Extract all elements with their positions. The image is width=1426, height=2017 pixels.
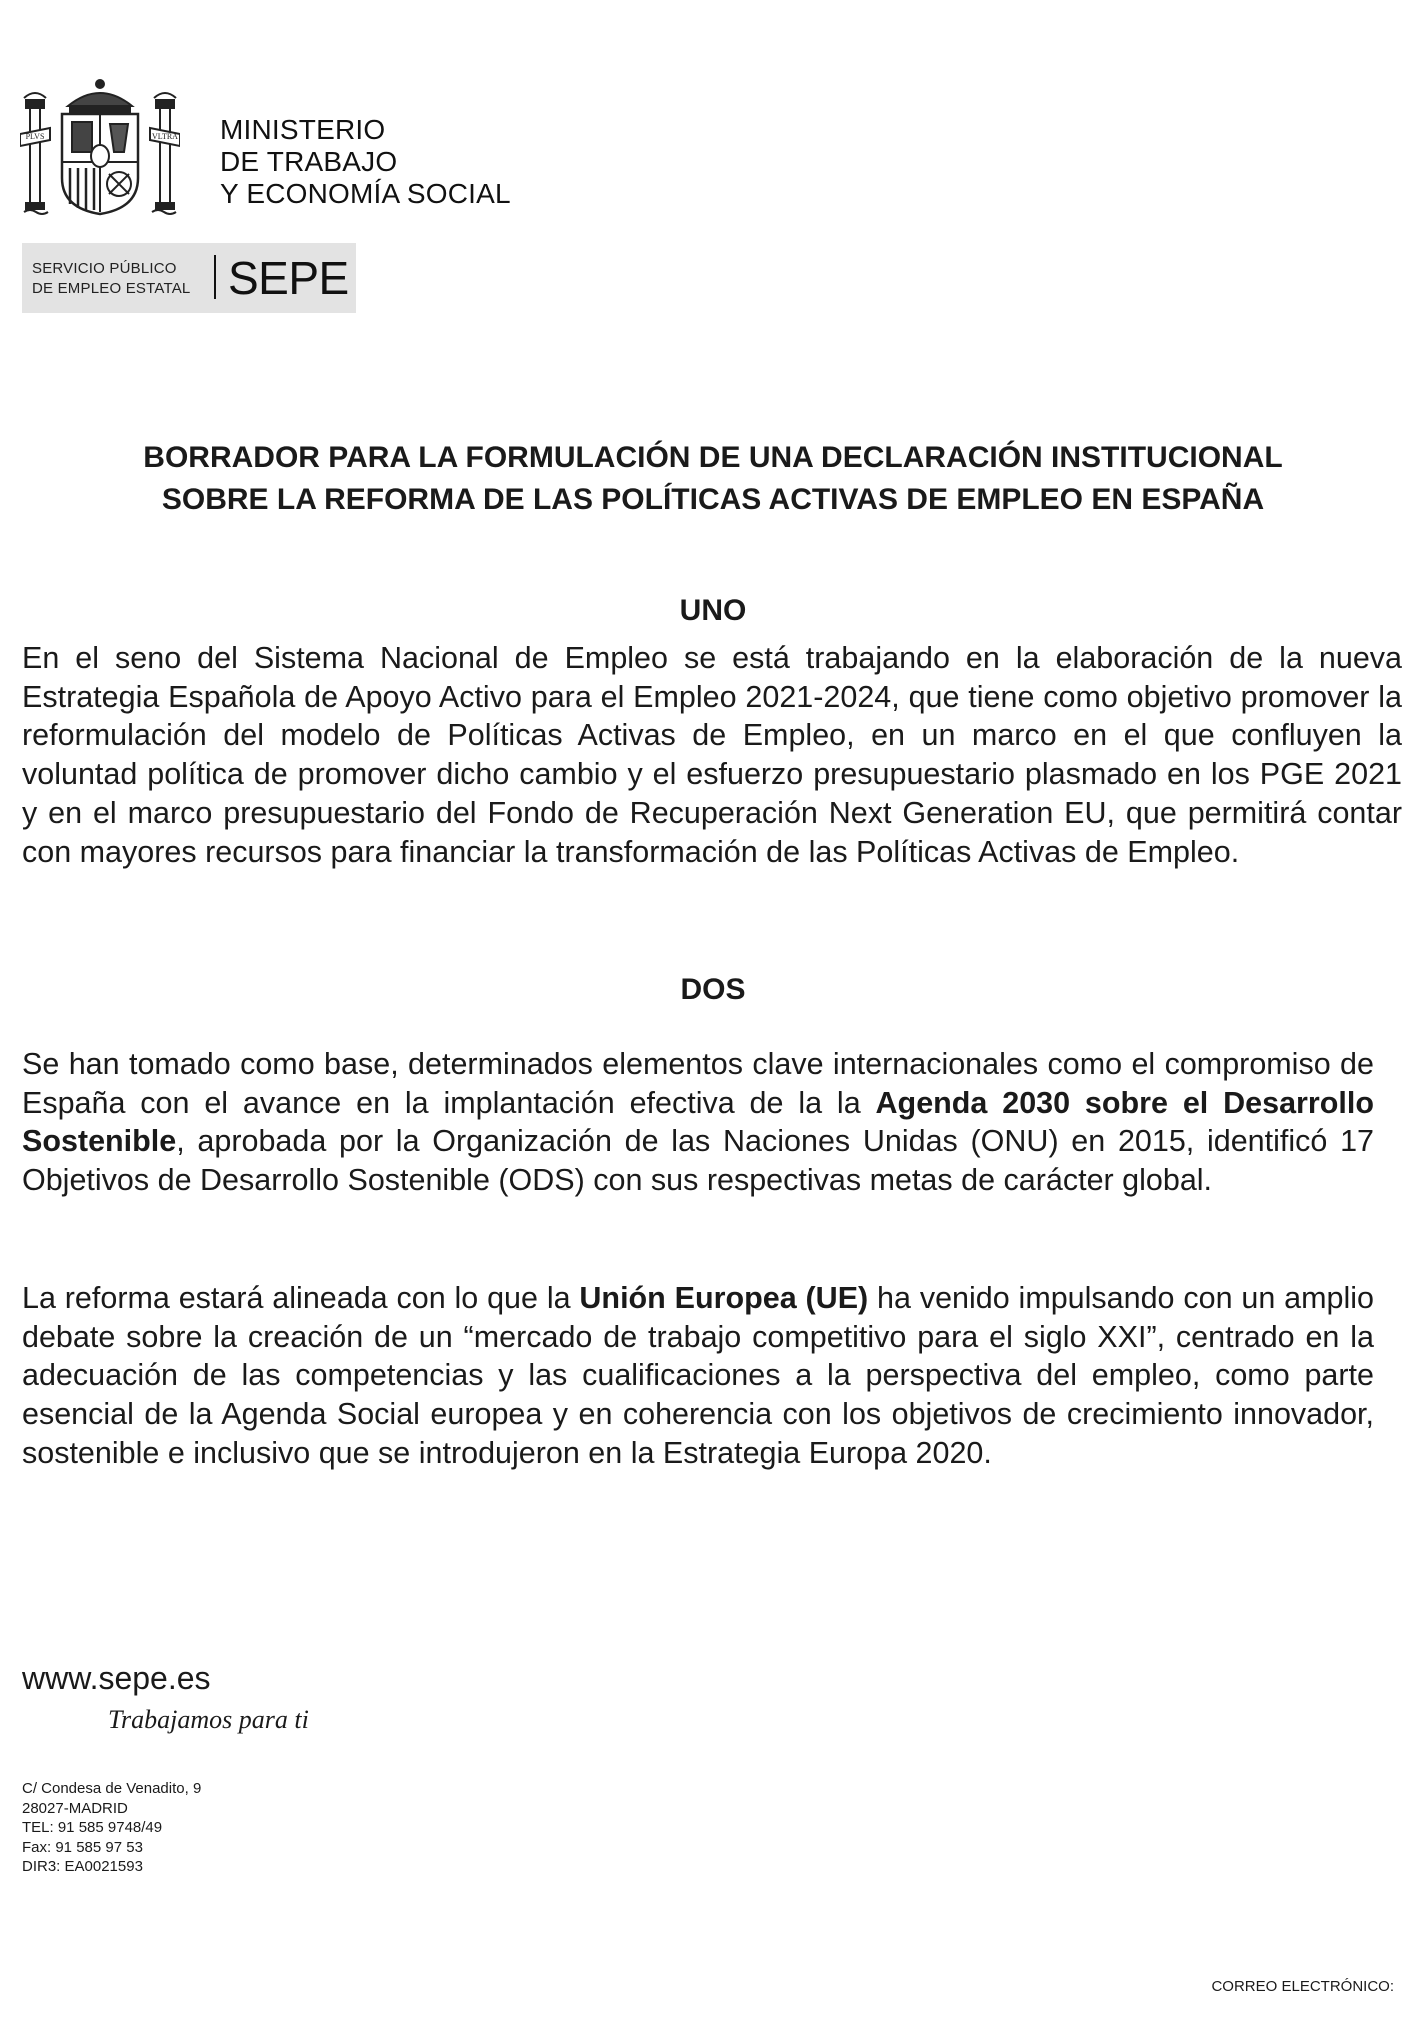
coat-of-arms-icon — [20, 78, 180, 218]
ministry-line: DE TRABAJO — [220, 146, 398, 177]
motto-right: VLTRA — [152, 132, 178, 141]
address-line: C/ Condesa de Venadito, 9 — [22, 1780, 202, 1797]
section-dos-paragraph-1 — [22, 1045, 1374, 1200]
document-title — [20, 437, 1406, 521]
bold-text-run: Agenda 2030 sobre el Desarrollo Sostenible — [22, 1085, 1374, 1159]
address-line: 28027-MADRID — [22, 1799, 128, 1817]
section-heading-uno: UNO — [679, 594, 747, 627]
section-uno-paragraph: En el seno del Sistema Nacional de Empleo se está trabajando en la elaboración de la nueva Estrategia Española de Apoyo Activo para el Empleo 2021-2024, que tiene como objetivo promover la reformulación del modelo de Políticas Activas de Empleo, en un marco en el que confluyen la voluntad política de promover dicho cambio y el esfuerzo presupuestario plasmado en los PGE 2021 y en el marco presupuestario del Fondo de Recuperación Next Generation EU, que permitirá contar con mayores recursos para financiar la transformación de las Políticas Activas de Empleo. — [22, 641, 1402, 869]
email-label: CORREO ELECTRÓNICO: — [1211, 1978, 1394, 1995]
text-run: Se han tomado como base, determinados elementos clave internacionales como el compromiso de España con el avance en la implantación efectiva de la la — [22, 1047, 1374, 1120]
address-line: Fax: 91 585 97 53 — [22, 1838, 143, 1856]
section-dos-paragraph-2 — [22, 1279, 1374, 1473]
postal-address — [22, 1779, 201, 1877]
address-line: TEL: 91 585 9748/49 — [22, 1819, 163, 1836]
ministry-name — [220, 114, 511, 210]
sepe-acronym: SEPE — [228, 252, 349, 304]
sepe-logo — [22, 243, 356, 313]
title-line: SOBRE LA REFORMA DE LAS POLÍTICAS ACTIVAS DE EMPLEO EN ESPAÑA — [161, 483, 1265, 516]
text-run: , aprobada por la Organización de las Naciones Unidas (ONU) en 2015, identificó 17 Objetivos de Desarrollo Sostenible (ODS) con sus respectivas metas de carácter global. — [22, 1124, 1374, 1198]
ministry-line: Y ECONOMÍA SOCIAL — [220, 178, 511, 209]
text-run: La reforma estará alineada con lo que la — [22, 1281, 580, 1315]
sepe-name-line: DE EMPLEO ESTATAL — [32, 280, 191, 297]
ministry-line: MINISTERIO — [220, 114, 386, 145]
sepe-full-name — [32, 259, 190, 299]
text-run: ha venido impulsando con un amplio debate sobre la creación de un “mercado de trabajo competitivo para el siglo XXI”, centrado en la adecuación de las competencias y las cualificaciones a la perspectiva del empleo, como parte esencial de la Agenda Social europea y en coherencia con los objetivos de crecimiento innovador, sostenible e inclusivo que se introdujeron en la Estrategia Europa 2020. — [22, 1281, 1375, 1470]
sepe-divider — [214, 255, 216, 299]
section-heading-dos: DOS — [680, 973, 746, 1006]
website-link[interactable]: www.sepe.es — [22, 1660, 211, 1696]
title-line: BORRADOR PARA LA FORMULACIÓN DE UNA DECLARACIÓN INSTITUCIONAL — [143, 441, 1283, 474]
motto-left: PLVS — [25, 132, 45, 141]
slogan: Trabajamos para ti — [108, 1705, 309, 1734]
sepe-name-line: SERVICIO PÚBLICO — [32, 260, 177, 277]
bold-text-run: Unión Europea (UE) — [579, 1281, 869, 1315]
address-line: DIR3: EA0021593 — [22, 1858, 143, 1875]
letterhead — [20, 78, 540, 318]
